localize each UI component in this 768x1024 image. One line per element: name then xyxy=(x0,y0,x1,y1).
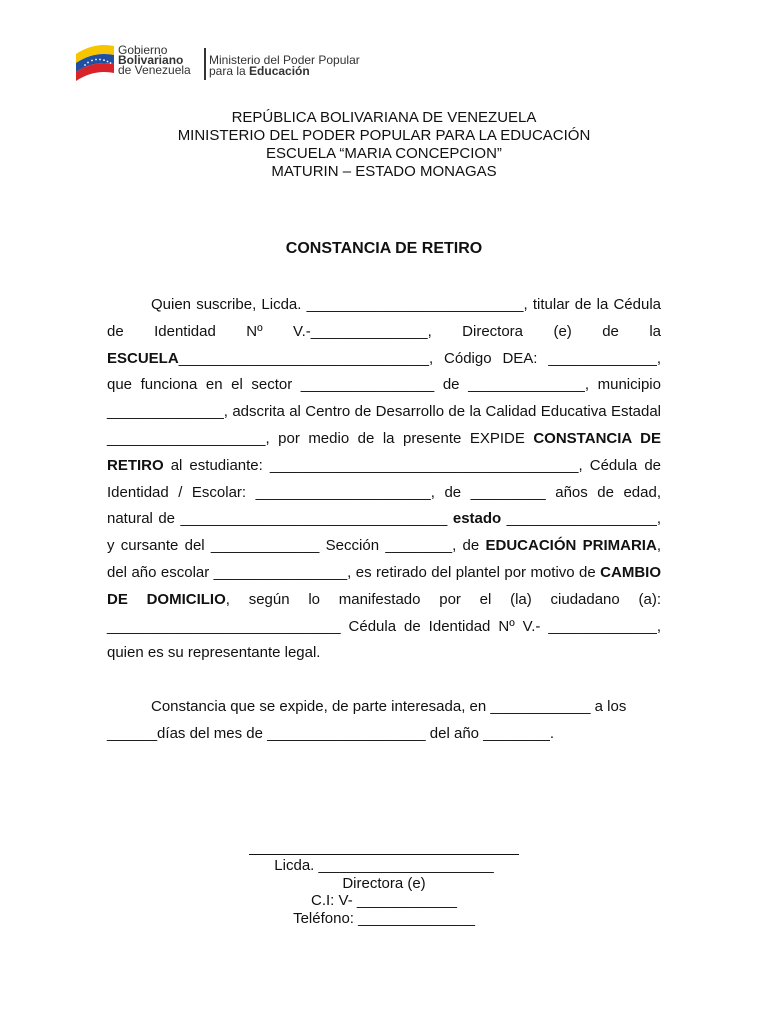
signature-block xyxy=(0,857,768,927)
body-estado: estado xyxy=(452,510,502,528)
ministry-line-2 xyxy=(209,66,360,77)
signature-line xyxy=(249,854,519,855)
gov-line-3: de Venezuela xyxy=(118,63,191,77)
closing-paragraph xyxy=(107,693,661,747)
body-cambio: CAMBIO DE DOMICILIO xyxy=(107,563,661,608)
signature-cargo: Directora (e) xyxy=(342,874,426,892)
ministry-line-1: Ministerio del Poder Popular xyxy=(209,53,360,67)
signature-ci: C.I: V- ____________ xyxy=(311,892,457,909)
signature-telefono: Teléfono: ______________ xyxy=(293,909,475,927)
closing-text-1: Constancia que se expide, de parte interesada, en ____________ a los xyxy=(151,698,627,715)
ministry-line-2-prefix: para la xyxy=(209,64,250,78)
body-text-3: al estudiante: _____________________________________, Cédula de Identidad / Escolar: _____________________, de _________ años de edad, natural de ________________________________ xyxy=(107,456,661,528)
body-text-5: , del año escolar ________________, es retirado del plantel por motivo de xyxy=(107,537,661,581)
logo-divider xyxy=(204,48,206,80)
body-text-4: __________________, y cursante del _____________ Sección ________, de xyxy=(107,510,661,555)
header-line-2: MINISTERIO DEL PODER POPULAR PARA LA EDUCACIÓN xyxy=(177,127,591,144)
header-line-4: MATURIN – ESTADO MONAGAS xyxy=(271,163,497,180)
body-text-6: , según lo manifestado por el (la) ciudadano (a): ____________________________ Cédula de Identidad Nº V.- _____________, quien es su representante legal. xyxy=(107,590,662,662)
body-text-2: ______________________________, Código DEA: _____________, que funciona en el sector ________________ de ______________, municipio ______________, adscrita al Centro de Desarrollo de la Calidad Educativa Estadal ___________________, por medio de la presente EXPIDE xyxy=(107,349,661,447)
document-header xyxy=(0,109,768,181)
venezuela-flag-icon xyxy=(74,40,116,82)
body-escuela: ESCUELA xyxy=(107,349,179,367)
body-paragraph xyxy=(107,292,661,667)
body-educacion: EDUCACIÓN PRIMARIA xyxy=(485,537,657,555)
ministry-name xyxy=(209,55,360,77)
body-text-1: Quien suscribe, Licda. __________________________, titular de la Cédula de Identidad Nº V.-______________, Directora (e) de la xyxy=(107,296,661,340)
body-constancia: CONSTANCIA DE RETIRO xyxy=(107,429,661,474)
document-title: CONSTANCIA DE RETIRO xyxy=(285,240,483,257)
gov-line-2: Bolivariano xyxy=(118,53,184,67)
header-line-3: ESCUELA “MARIA CONCEPCION” xyxy=(266,145,502,162)
closing-line-2: ______días del mes de ___________________ del año ________. xyxy=(107,725,555,742)
signature-licda: Licda. _____________________ xyxy=(274,857,494,874)
closing-line-1 xyxy=(107,693,661,720)
government-name xyxy=(118,45,191,75)
government-logo xyxy=(74,40,374,82)
ministry-line-2-bold: Educación xyxy=(249,64,310,78)
header-line-1: REPÚBLICA BOLIVARIANA DE VENEZUELA xyxy=(231,109,537,126)
gov-line-1: Gobierno xyxy=(118,43,168,57)
